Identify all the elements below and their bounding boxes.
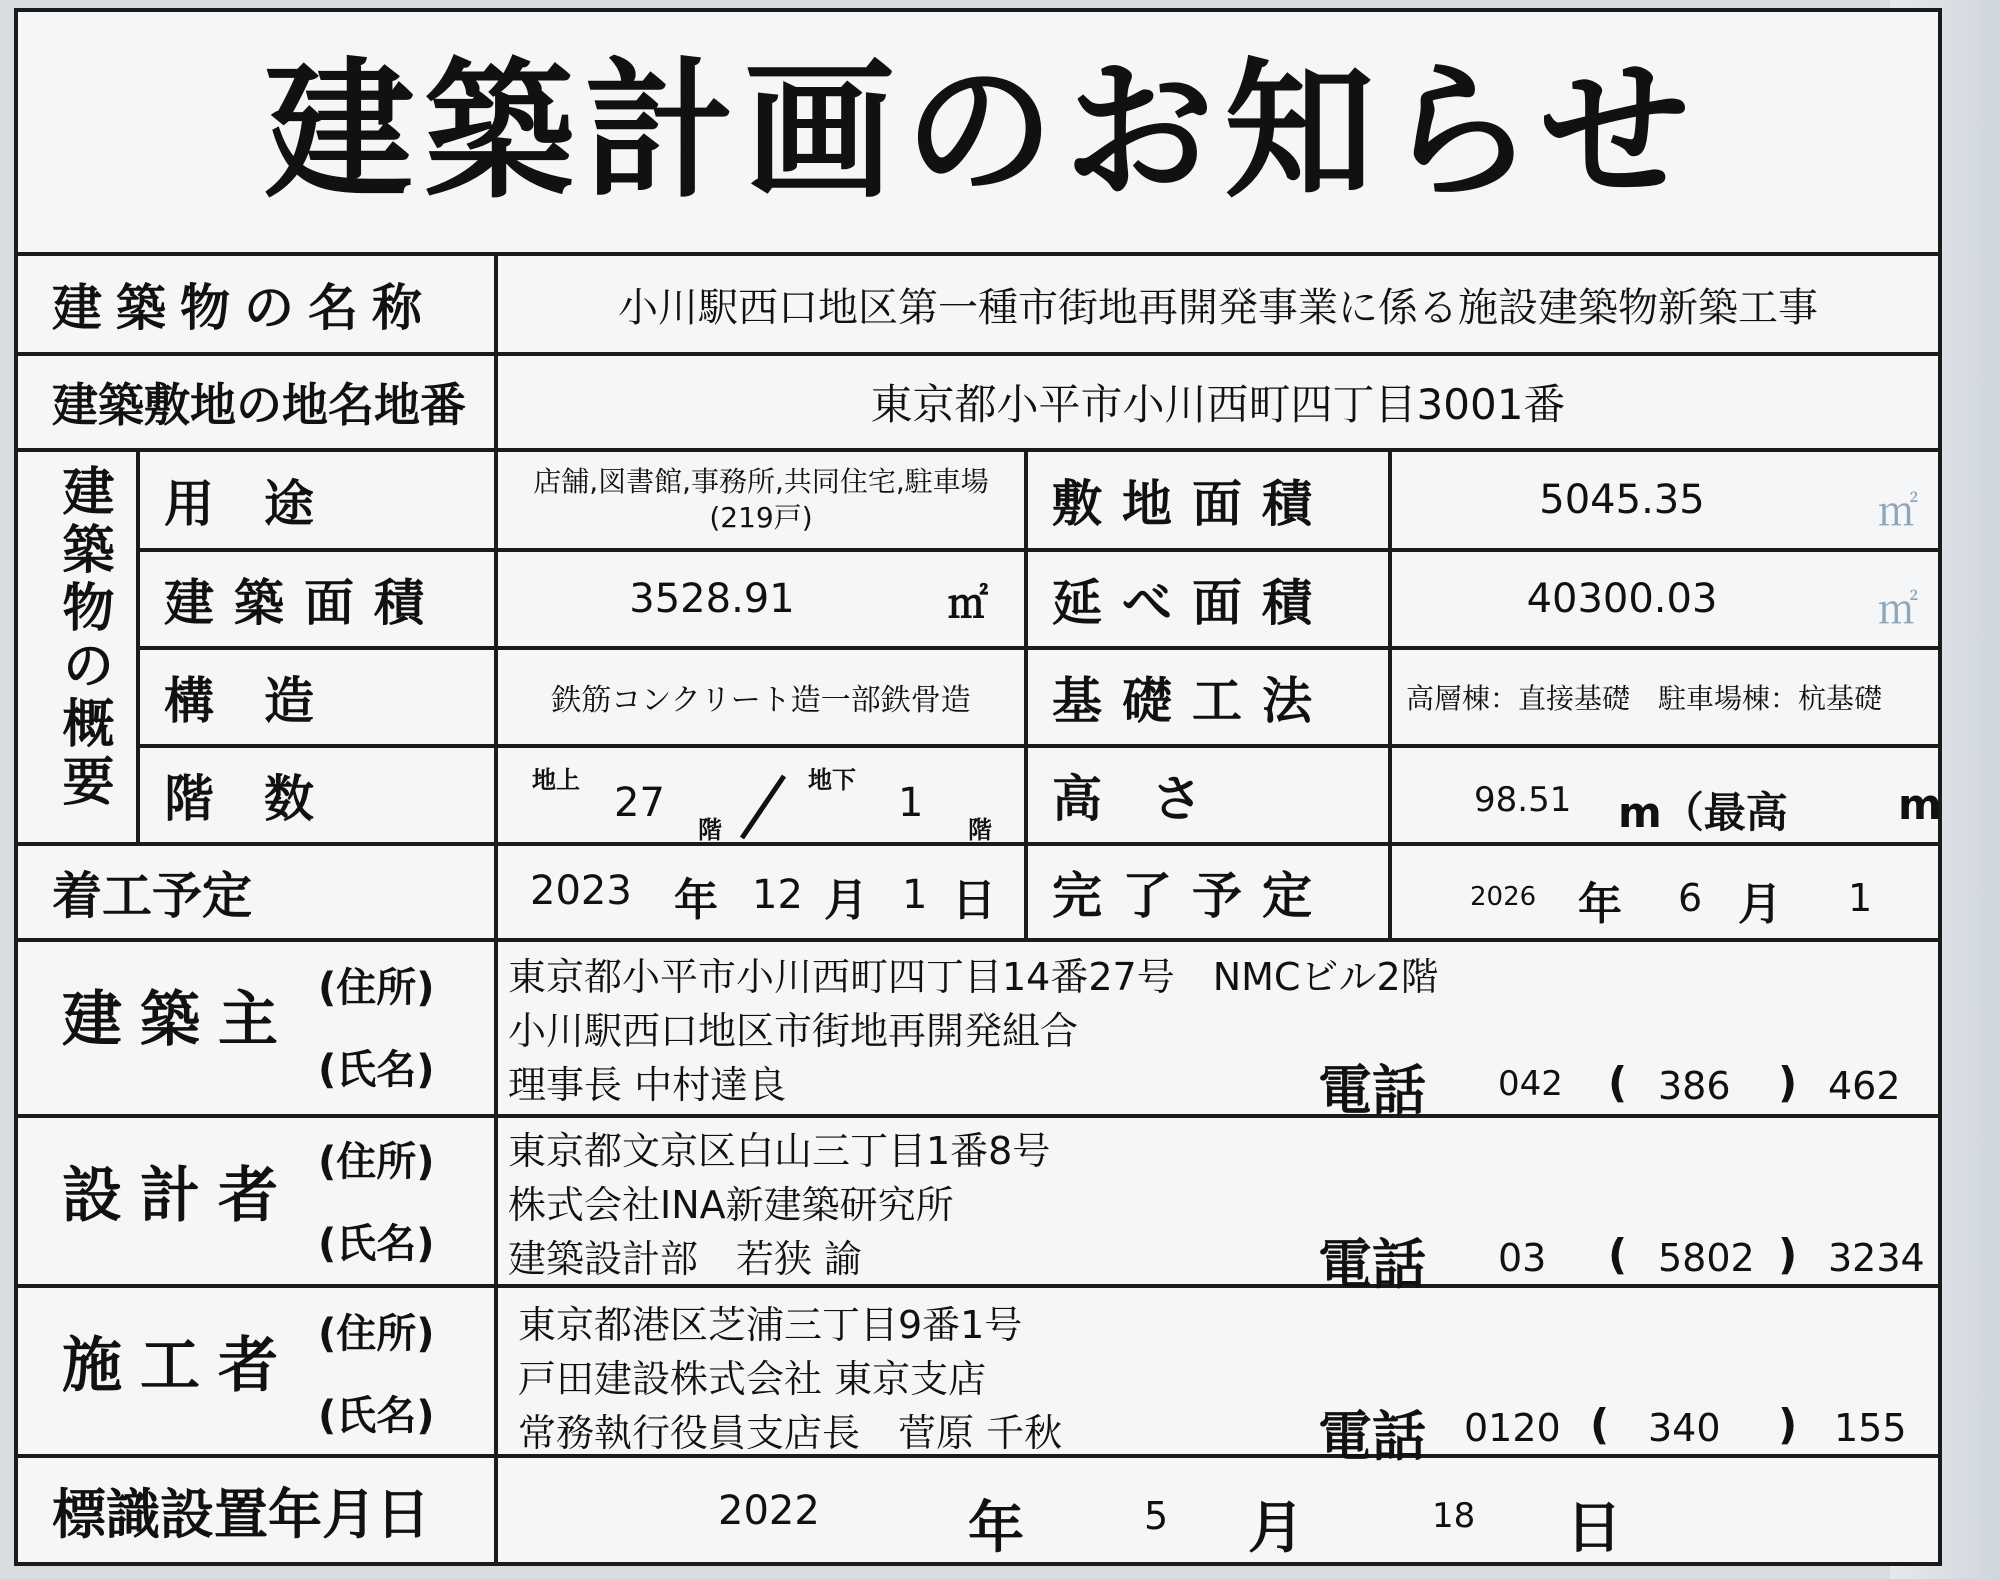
finish-month-char: 月 [1738,879,1782,930]
sign-date-month-char: 月 [1248,1496,1304,1561]
sign-date-year-char: 年 [968,1496,1024,1561]
contractor-phone-open: ( [1590,1400,1610,1449]
owner-address-tag: (住所) [318,965,435,1011]
building-area-label: 建築面積 [164,574,444,632]
height-unit: m（最高 [1618,788,1788,837]
below-ground-label: 地下 [808,766,856,794]
below-ground-value: 1 [898,780,924,826]
building-area-value: 3528.91 [629,576,795,622]
contractor-phone-close: ) [1778,1400,1798,1449]
overview-label: 建築物の概要 [53,464,113,812]
designer-phone-number: 3234 [1828,1236,1925,1280]
contractor-phone-exchange: 340 [1648,1406,1721,1450]
use-value-line2: (219戸) [709,501,813,534]
floor-area-label: 延べ面積 [1052,574,1332,632]
contractor-label: 施工者 [62,1331,296,1401]
site-area-value: 5045.35 [1539,477,1705,523]
designer-phone-open: ( [1608,1230,1628,1279]
start-day-char: 日 [952,875,996,926]
structure-value: 鉄筋コンクリート造一部鉄骨造 [551,683,971,718]
designer-representative: 建築設計部 若狭 諭 [508,1237,863,1281]
start-year: 2023 [530,868,632,914]
building-area-unit: ㎡ [948,581,988,627]
finish-month: 6 [1678,876,1703,920]
use-value [502,464,1020,536]
designer-phone-area: 03 [1498,1236,1547,1280]
floor-unit-below: 階 [968,816,992,844]
contractor-phone-area: 0120 [1464,1406,1561,1450]
divider [18,1114,1938,1118]
structure-label: 構 造 [164,672,314,730]
finish-year: 2026 [1470,882,1537,912]
designer-name-tag: (氏名) [318,1221,435,1267]
start-month: 12 [752,872,803,918]
start-day: 1 [902,872,928,918]
foundation-value: 高層棟：直接基礎 駐車場棟：杭基礎 [1406,682,1883,715]
owner-phone-area: 042 [1498,1064,1563,1104]
sign-date-month: 5 [1144,1494,1169,1538]
designer-phone-label: 電話 [1318,1233,1426,1296]
owner-label: 建築主 [62,985,296,1055]
floor-unit-above: 階 [698,816,722,844]
contractor-phone-number: 155 [1834,1406,1907,1450]
owner-phone-exchange: 386 [1658,1064,1731,1108]
designer-org: 株式会社INA新建築研究所 [508,1183,954,1227]
owner-representative: 理事長 中村達良 [508,1063,787,1107]
sign-date-day-char: 日 [1566,1496,1622,1561]
above-ground-label: 地上 [532,766,580,794]
designer-phone-close: ) [1778,1230,1798,1279]
site-area-unit: ㎡ [1878,489,1918,535]
owner-name-tag: (氏名) [318,1047,435,1093]
owner-org: 小川駅西口地区市街地再開発組合 [508,1009,1079,1053]
owner-address: 東京都小平市小川西町四丁目14番27号 NMCビル2階 [508,955,1439,999]
divider [18,938,1938,942]
designer-address-tag: (住所) [318,1139,435,1185]
height-max-unit: m [1898,780,1942,829]
contractor-name-tag: (氏名) [318,1393,435,1439]
height-value: 98.51 [1474,780,1572,820]
start-label: 着工予定 [52,867,252,925]
building-name-label: 建築物の名称 [52,279,436,337]
contractor-address: 東京都港区芝浦三丁目9番1号 [518,1303,1023,1347]
divider [18,1284,1938,1288]
finish-year-char: 年 [1578,879,1622,930]
site-location-label: 建築敷地の地名地番 [52,378,466,432]
designer-address: 東京都文京区白山三丁目1番8号 [508,1129,1051,1173]
contractor-representative: 常務執行役員支店長 菅原 千秋 [518,1411,1063,1455]
owner-phone-close: ) [1778,1058,1798,1107]
contractor-address-tag: (住所) [318,1311,435,1357]
sign-date-year: 2022 [718,1488,820,1534]
finish-day: 1 [1848,876,1873,920]
use-label: 用 途 [164,475,314,533]
site-area-label: 敷地面積 [1052,475,1332,533]
sign-date-day: 18 [1432,1496,1476,1536]
start-month-char: 月 [824,875,868,926]
building-name-value: 小川駅西口地区第一種市街地再開発事業に係る施設建築物新築工事 [618,284,1818,331]
designer-phone-exchange: 5802 [1658,1236,1755,1280]
owner-phone-open: ( [1608,1058,1628,1107]
site-location-value: 東京都小平市小川西町四丁目3001番 [870,380,1566,429]
floor-area-value: 40300.03 [1526,576,1718,622]
sign-date-label: 標識設置年月日 [52,1482,430,1546]
designer-label: 設計者 [62,1161,296,1231]
above-ground-value: 27 [614,780,665,826]
contractor-phone-label: 電話 [1318,1405,1426,1468]
owner-phone-number: 462 [1828,1064,1901,1108]
start-year-char: 年 [674,875,718,926]
slash-divider [734,772,794,842]
floor-area-unit: ㎡ [1878,587,1918,633]
foundation-label: 基礎工法 [1052,672,1332,730]
owner-phone-label: 電話 [1318,1059,1426,1122]
contractor-org: 戸田建設株式会社 東京支店 [518,1357,987,1401]
height-label: 高 さ [1052,770,1202,828]
notice-board [14,8,1942,1566]
notice-title: 建築計画のお知らせ [264,45,1700,219]
floors-label: 階 数 [164,770,314,828]
use-value-line1: 店舗,図書館,事務所,共同住宅,駐車場 [533,465,989,498]
finish-label: 完了予定 [1052,867,1332,925]
